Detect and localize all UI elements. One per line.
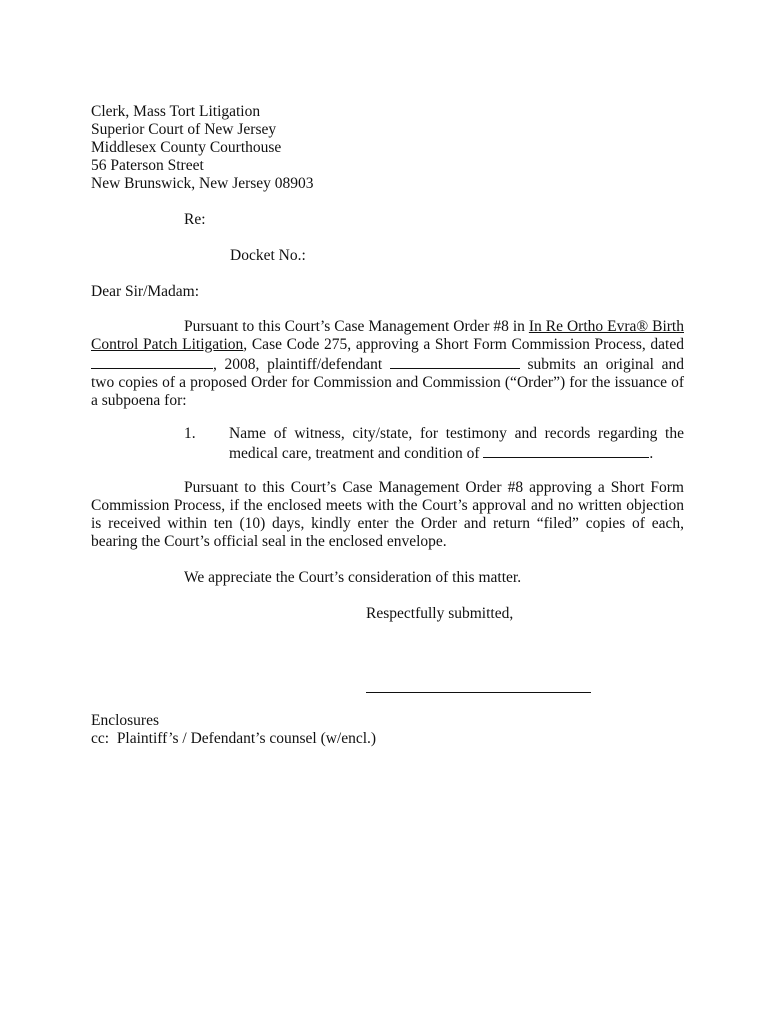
cc-line: cc: Plaintiff’s / Defendant’s counsel (w/encl.) <box>91 730 377 747</box>
address-line: Superior Court of New Jersey <box>91 121 277 138</box>
paragraph-2: Pursuant to this Court’s Case Management Order #8 approving a Short Form Commission Process, if the enclosed meets with the Court’s approval and no written objection is received within ten (10) days, kindly enter the Order and return “filed” copies of each, bearing the Court’s official seal in the enclosed envelope. <box>91 479 684 550</box>
closing: Respectfully submitted, <box>366 605 514 622</box>
address-line: Clerk, Mass Tort Litigation <box>91 103 261 120</box>
item-text-block <box>229 425 684 463</box>
paragraph-1-text: , 2008, plaintiff/defendant <box>213 356 390 373</box>
paragraph-1-text: Pursuant to this Court’s Case Management Order #8 in <box>184 318 529 335</box>
party-blank <box>390 354 520 369</box>
paragraph-1-text: submits an original and two copies of a proposed Order for Commission and Commission (“Order”) for the issuance of a subpoena for: <box>91 356 685 409</box>
item-end: . <box>649 445 654 462</box>
address-line: Middlesex County Courthouse <box>91 139 282 156</box>
re-label: Re: <box>184 211 206 228</box>
recipient-address <box>91 103 314 193</box>
paragraph-3: We appreciate the Court’s consideration of this matter. <box>184 569 522 586</box>
address-line: New Brunswick, New Jersey 08903 <box>91 175 314 192</box>
date-blank <box>91 354 213 369</box>
salutation: Dear Sir/Madam: <box>91 283 200 300</box>
paragraph-1-text: , Case Code 275, approving a Short Form Commission Process, dated <box>243 336 684 353</box>
docket-label: Docket No.: <box>230 247 306 264</box>
name-blank <box>483 443 649 458</box>
signature-line <box>366 692 591 693</box>
address-line: 56 Paterson Street <box>91 157 204 174</box>
case-name: In Re Ortho Evra® Birth Control Patch Litigation <box>91 318 684 353</box>
item-number: 1. <box>184 425 196 442</box>
item-text: Name of witness, city/state, for testimony and records regarding the medical care, treatment and condition of <box>229 425 684 462</box>
enclosures: Enclosures <box>91 712 160 729</box>
paragraph-1 <box>91 318 684 410</box>
